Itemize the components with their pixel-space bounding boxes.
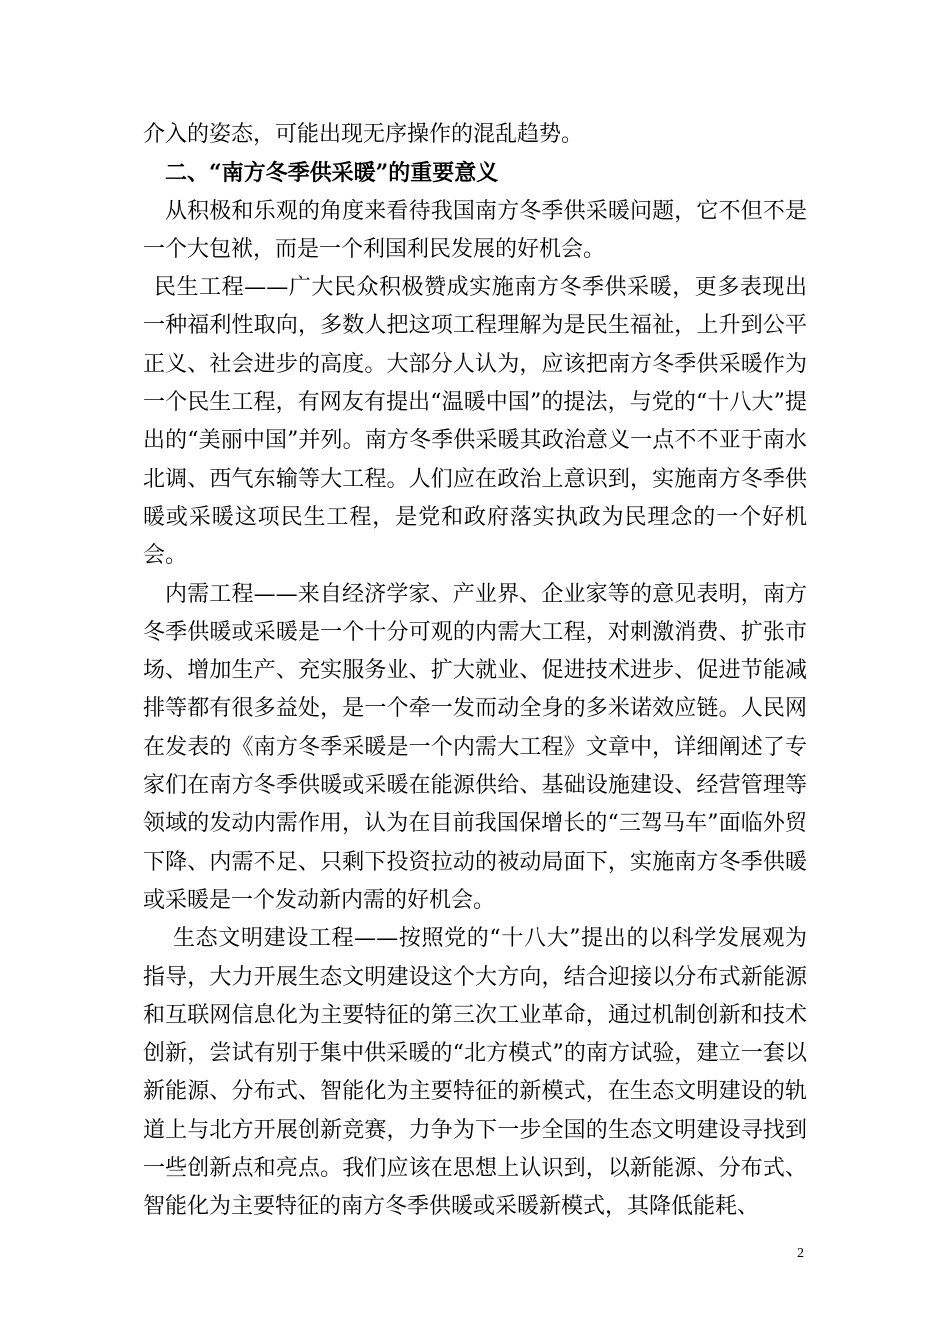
paragraph-domestic-demand: 内需工程——来自经济学家、产业界、企业家等的意见表明，南方冬季供暖或采暖是一个十分可观的内需大工程，对刺激消费、扩张市场、增加生产、充实服务业、扩大就业、促进技术进步、促进节能减排等都有很多益处，是一个牵一发而动全身的多米诺效应链。人民网在发表的《南方冬季采暖是一个内需大工程》文章中，详细阐述了专家们在南方冬季供暖或采暖在能源供给、基础设施建设、经营管理等领域的发动内需作用，认为在目前我国保增长的“三驾马车”面临外贸下降、内需不足、只剩下投资拉动的被动局面下，实施南方冬季供暖或采暖是一个发动新内需的好机会。 xyxy=(143,581,807,913)
paragraph-continuation: 介入的姿态，可能出现无序操作的混乱趋势。 xyxy=(143,122,584,147)
page-number: 2 xyxy=(797,1246,804,1261)
paragraph-intro: 从积极和乐观的角度来看待我国南方冬季供采暖问题，它不但不是一个大包袱，而是一个利国利民发展的好机会。 xyxy=(143,198,807,262)
paragraph-livelihood: 民生工程——广大民众积极赞成实施南方冬季供采暖，更多表现出一种福利性取向，多数人把这项工程理解为是民生福祉，上升到公平正义、社会进步的高度。大部分人认为，应该把南方冬季供采暖作为一个民生工程，有网友有提出“温暖中国”的提法，与党的“十八大”提出的“美丽中国”并列。南方冬季供采暖其政治意义一点不不亚于南水北调、西气东输等大工程。人们应在政治上意识到，实施南方冬季供暖或采暖这项民生工程，是党和政府落实执政为民理念的一个好机会。 xyxy=(143,275,807,569)
section-heading: 二、“南方冬季供采暖”的重要意义 xyxy=(165,160,499,187)
document-body xyxy=(143,116,807,1227)
paragraph-ecological: 生态文明建设工程——按照党的“十八大”提出的以科学发展观为指导，大力开展生态文明建设这个大方向，结合迎接以分布式新能源和互联网信息化为主要特征的第三次工业革命，通过机制创新和技术创新，尝试有别于集中供采暖的“北方模式”的南方试验，建立一套以新能源、分布式、智能化为主要特征的新模式，在生态文明建设的轨道上与北方开展创新竞赛，力争为下一步全国的生态文明建设寻找到一些创新点和亮点。我们应该在思想上认识到，以新能源、分布式、智能化为主要特征的南方冬季供暖或采暖新模式，其降低能耗、 xyxy=(143,926,807,1220)
